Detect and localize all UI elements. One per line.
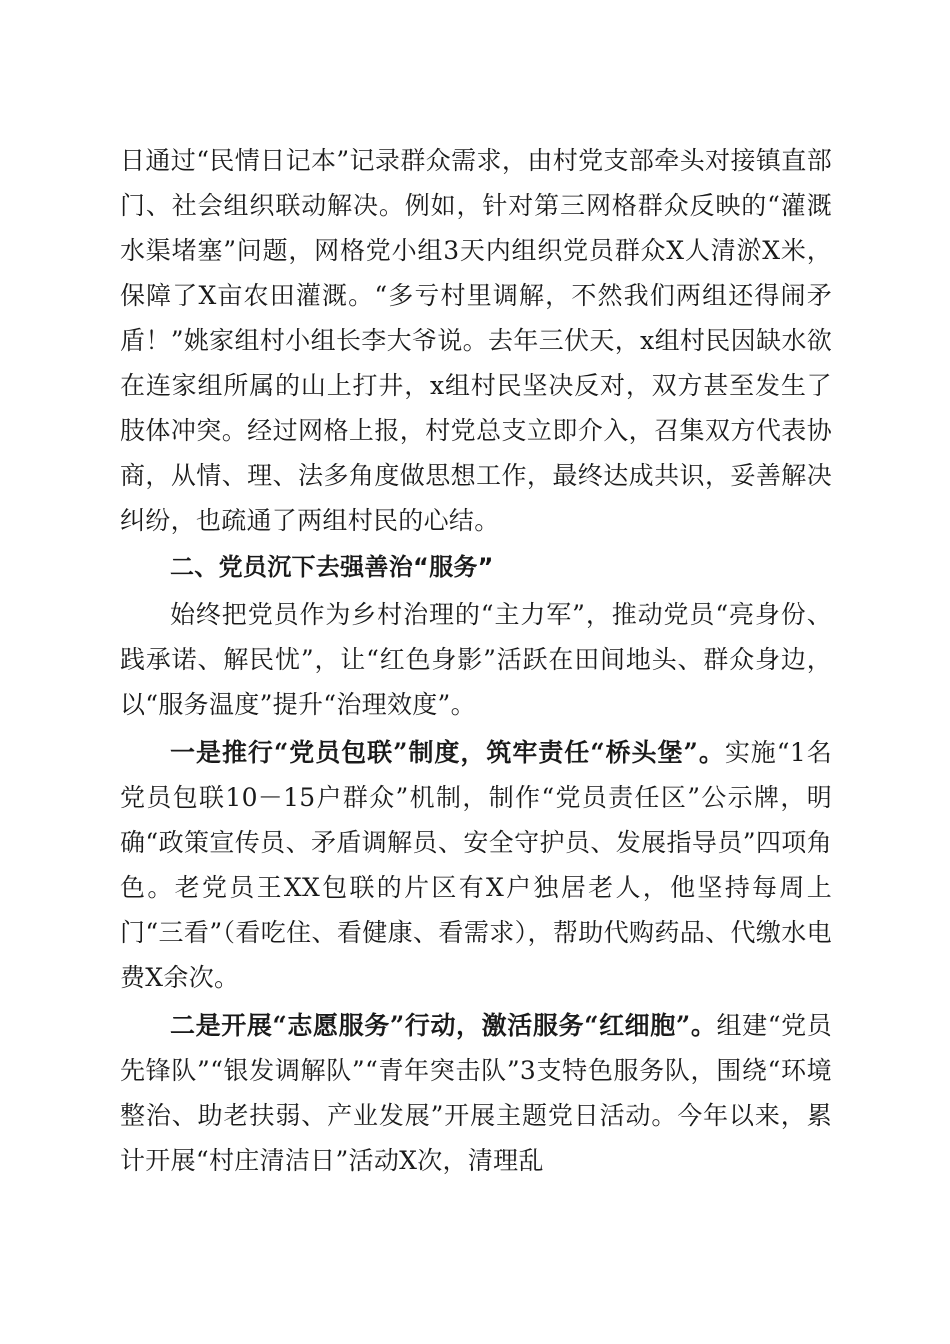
document-body bbox=[120, 138, 832, 1183]
paragraph-point-one bbox=[120, 730, 832, 1000]
paragraph-intro: 始终把党员作为乡村治理的“主力军”，推动党员“亮身份、践承诺、解民忧”，让“红色身影”活跃在田间地头、群众身边，以“服务温度”提升“治理效度”。 bbox=[120, 600, 832, 719]
paragraph-point-two bbox=[120, 1003, 832, 1183]
point-one-body: 实施“1名党员包联10－15户群众”机制，制作“党员责任区”公示牌，明确“政策宣传员、矛盾调解员、安全守护员、发展指导员”四项角色。老党员王XX包联的片区有X户独居老人，他坚持每周上门“三看”（看吃住、看健康、看需求），帮助代购药品、代缴水电费X余次。 bbox=[120, 738, 833, 992]
point-two-body: 组建“党员先锋队”“银发调解队”“青年突击队”3支特色服务队，围绕“环境整治、助老扶弱、产业发展”开展主题党日活动。今年以来，累计开展“村庄清洁日”活动X次，清理乱 bbox=[120, 1011, 833, 1175]
paragraph-continued: 日通过“民情日记本”记录群众需求，由村党支部牵头对接镇直部门、社会组织联动解决。例如，针对第三网格群众反映的“灌溉水渠堵塞”问题，网格党小组3天内组织党员群众X人清淤X米，保障了X亩农田灌溉。“多亏村里调解，不然我们两组还得闹矛盾！”姚家组村小组长李大爷说。去年三伏天，x组村民因缺水欲在连家组所属的山上打井，x组村民坚决反对，双方甚至发生了肢体冲突。经过网格上报，村党总支立即介入，召集双方代表协商，从情、理、法多角度做思想工作，最终达成共识，妥善解决纠纷，也疏通了两组村民的心结。 bbox=[120, 146, 832, 535]
section-heading: 二、党员沉下去强善治“服务” bbox=[170, 553, 494, 581]
point-one-lead: 一是推行“党员包联”制度，筑牢责任“桥头堡”。 bbox=[170, 738, 725, 767]
point-two-lead: 二是开展“志愿服务”行动，激活服务“红细胞”。 bbox=[170, 1011, 717, 1040]
